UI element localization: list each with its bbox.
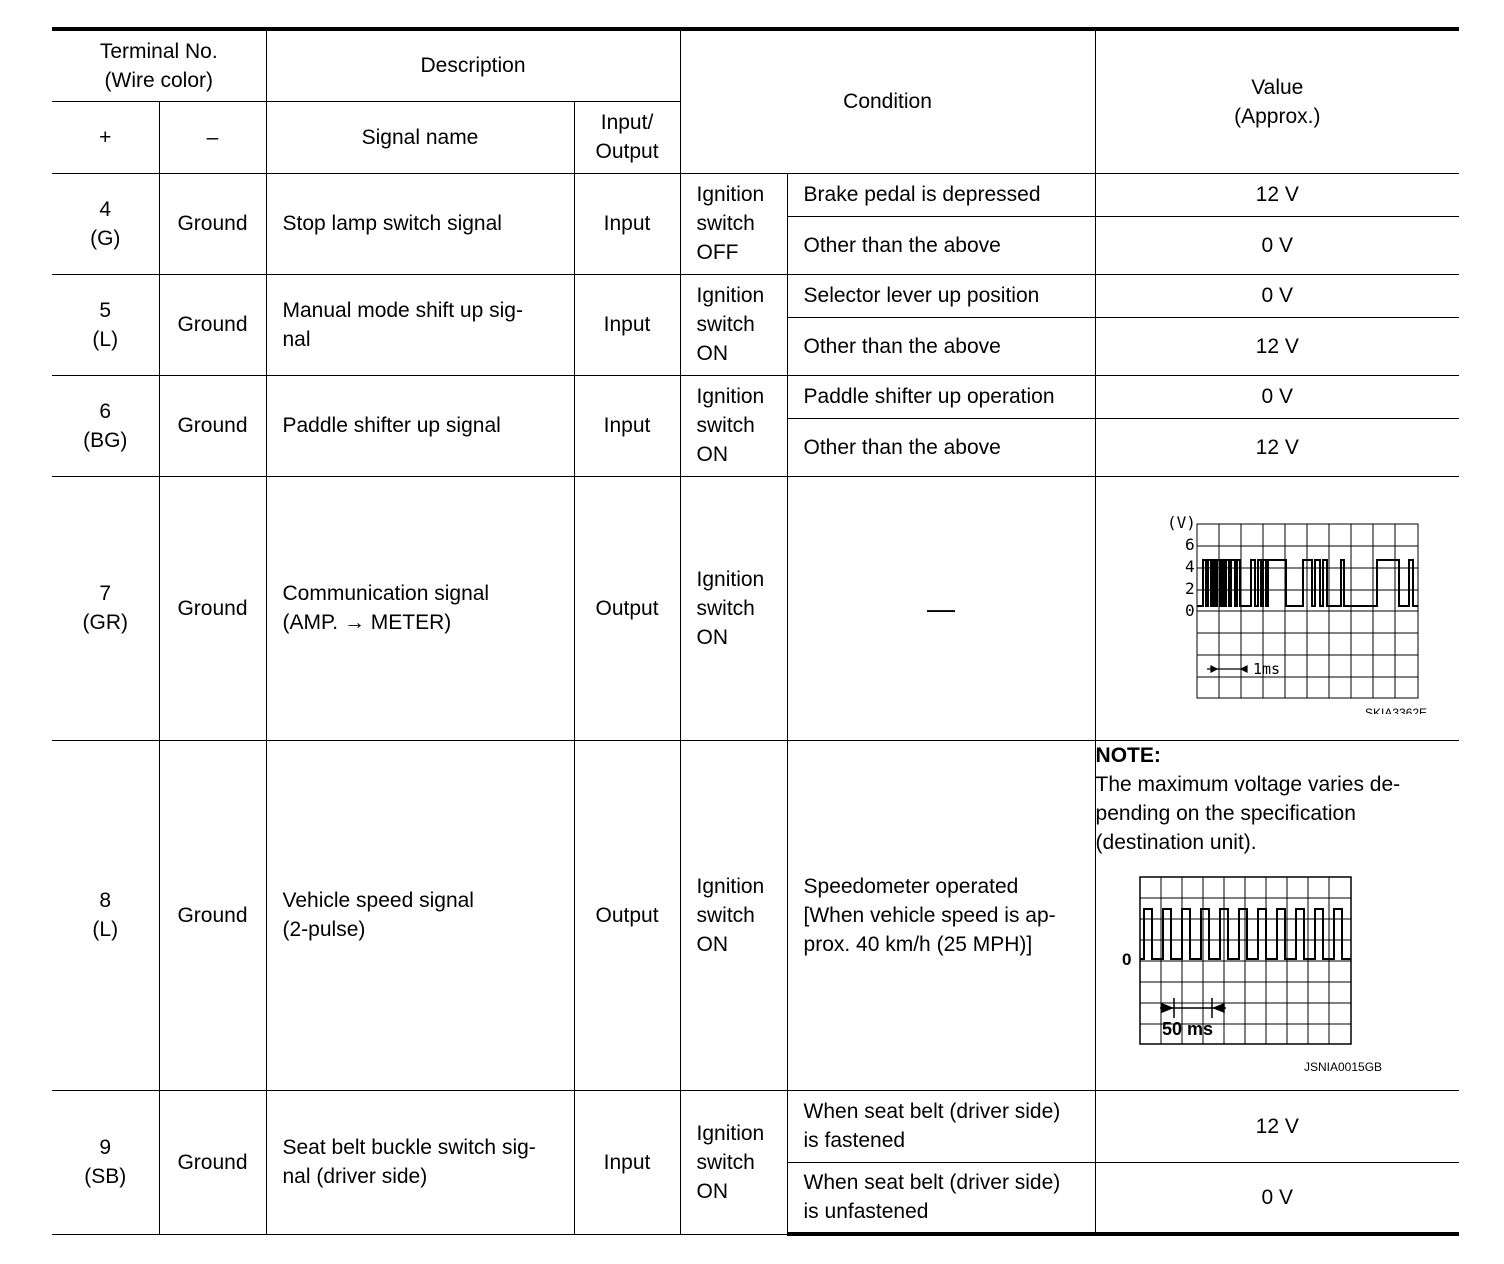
waveform-reference: SKIA3362E bbox=[1365, 706, 1428, 714]
value-cell: 12 V bbox=[1095, 173, 1459, 216]
io-cell: Output bbox=[574, 740, 680, 1090]
condition-cell: Speedometer operated [When vehicle speed is ap- prox. 40 km/h (25 MPH)] bbox=[787, 740, 1095, 1090]
ground-cell: Ground bbox=[159, 375, 266, 476]
table-row bbox=[52, 375, 1459, 418]
signal-name-cell: Seat belt buckle switch sig- nal (driver side) bbox=[266, 1090, 574, 1234]
terminal-cell: 6 (BG) bbox=[52, 375, 159, 476]
note-cell: NOTE: The maximum voltage varies de- pending on the specification (destination unit). 0 50 ms JSNIA0015GB bbox=[1095, 740, 1459, 1090]
condition-header: Condition bbox=[680, 29, 1095, 173]
ignition-cell: Ignition switch ON bbox=[680, 740, 787, 1090]
terminal-no-header: Terminal No. (Wire color) bbox=[52, 29, 266, 101]
note-title: NOTE: bbox=[1095, 743, 1161, 767]
condition-cell: Other than the above bbox=[787, 317, 1095, 375]
waveform-tick-label: 0 bbox=[1185, 601, 1195, 620]
communication-waveform bbox=[1127, 494, 1427, 714]
value-header: Value (Approx.) bbox=[1095, 29, 1459, 173]
io-header: Input/ Output bbox=[574, 101, 680, 173]
io-cell: Input bbox=[574, 173, 680, 274]
ground-cell: Ground bbox=[159, 1090, 266, 1234]
ignition-cell: Ignition switch ON bbox=[680, 476, 787, 740]
value-cell: 0 V bbox=[1095, 1162, 1459, 1234]
condition-cell: Other than the above bbox=[787, 418, 1095, 476]
condition-cell: — bbox=[787, 476, 1095, 740]
waveform-unit-label: (V) bbox=[1167, 513, 1197, 532]
terminal-cell: 4 (G) bbox=[52, 173, 159, 274]
waveform-time-label: 1ms bbox=[1253, 660, 1281, 678]
io-cell: Output bbox=[574, 476, 680, 740]
signal-name-cell: Manual mode shift up sig- nal bbox=[266, 274, 574, 375]
condition-cell: Paddle shifter up operation bbox=[787, 375, 1095, 418]
minus-header: – bbox=[159, 101, 266, 173]
waveform-zero-label: 0 bbox=[1121, 949, 1131, 969]
value-cell: 0 V bbox=[1095, 274, 1459, 317]
signal-name-header: Signal name bbox=[266, 101, 574, 173]
waveform-tick-label: 2 bbox=[1185, 579, 1195, 598]
signal-name-cell: Vehicle speed signal (2-pulse) bbox=[266, 740, 574, 1090]
table-row bbox=[52, 173, 1459, 216]
ground-cell: Ground bbox=[159, 740, 266, 1090]
value-cell: 12 V bbox=[1095, 317, 1459, 375]
ground-cell: Ground bbox=[159, 476, 266, 740]
condition-cell: Other than the above bbox=[787, 216, 1095, 274]
waveform-cell bbox=[1095, 476, 1459, 740]
condition-cell: Selector lever up position bbox=[787, 274, 1095, 317]
value-cell: 0 V bbox=[1095, 216, 1459, 274]
waveform-tick-label: 4 bbox=[1185, 557, 1195, 576]
ignition-cell: Ignition switch OFF bbox=[680, 173, 787, 274]
value-cell: 12 V bbox=[1095, 1090, 1459, 1162]
speed-signal-waveform bbox=[1096, 865, 1426, 1075]
description-header: Description bbox=[266, 29, 680, 101]
terminal-cell: 5 (L) bbox=[52, 274, 159, 375]
io-cell: Input bbox=[574, 274, 680, 375]
table-row bbox=[52, 740, 1459, 1090]
signal-name-cell: Paddle shifter up signal bbox=[266, 375, 574, 476]
table-row bbox=[52, 274, 1459, 317]
waveform-tick-label: 6 bbox=[1185, 535, 1195, 554]
terminal-cell: 7 (GR) bbox=[52, 476, 159, 740]
io-cell: Input bbox=[574, 375, 680, 476]
ignition-cell: Ignition switch ON bbox=[680, 274, 787, 375]
ignition-cell: Ignition switch ON bbox=[680, 1090, 787, 1234]
waveform-time-label: 50 ms bbox=[1161, 1018, 1213, 1039]
terminal-spec-table bbox=[52, 27, 1459, 1236]
terminal-cell: 9 (SB) bbox=[52, 1090, 159, 1234]
condition-cell: Brake pedal is depressed bbox=[787, 173, 1095, 216]
condition-cell: When seat belt (driver side) is fastened bbox=[787, 1090, 1095, 1162]
condition-cell: When seat belt (driver side) is unfastened bbox=[787, 1162, 1095, 1234]
ignition-cell: Ignition switch ON bbox=[680, 375, 787, 476]
signal-name-cell: Stop lamp switch signal bbox=[266, 173, 574, 274]
value-cell: 0 V bbox=[1095, 375, 1459, 418]
ground-cell: Ground bbox=[159, 173, 266, 274]
value-cell: 12 V bbox=[1095, 418, 1459, 476]
io-cell: Input bbox=[574, 1090, 680, 1234]
table-row bbox=[52, 1090, 1459, 1162]
waveform-reference: JSNIA0015GB bbox=[1303, 1059, 1382, 1074]
plus-header: + bbox=[52, 101, 159, 173]
signal-name-cell: Communication signal (AMP. → METER) bbox=[266, 476, 574, 740]
terminal-cell: 8 (L) bbox=[52, 740, 159, 1090]
table-row bbox=[52, 476, 1459, 740]
ground-cell: Ground bbox=[159, 274, 266, 375]
